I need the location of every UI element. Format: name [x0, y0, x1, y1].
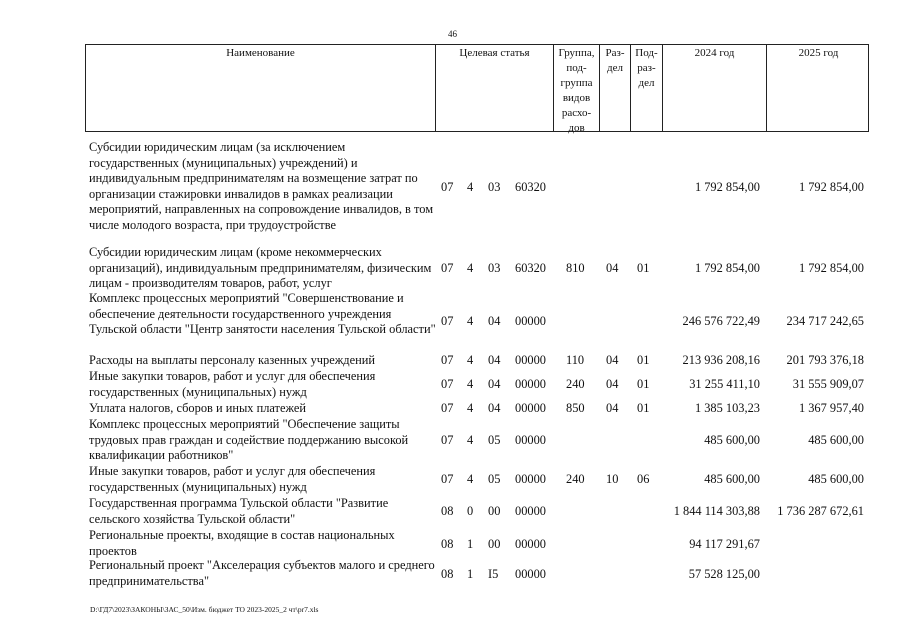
table-row	[0, 291, 905, 353]
cell-c2: 4	[467, 353, 474, 367]
cell-y2024: 1 385 103,23	[694, 401, 760, 415]
row-name: Комплекс процессных мероприятий "Совершенствование и обеспечение деятельности государственного учреждения Тульской области "Центр занятости населения Тульской области"	[89, 291, 436, 336]
cell-c1: 08	[441, 537, 454, 551]
cell-c1: 08	[441, 504, 454, 518]
cell-c2: 1	[467, 537, 474, 551]
cell-y2025: 201 793 376,18	[786, 353, 864, 367]
cell-section: 04	[606, 261, 619, 275]
cell-y2024: 1 792 854,00	[694, 180, 760, 194]
cell-c2: 4	[467, 314, 474, 328]
cell-y2024: 31 255 411,10	[689, 377, 760, 391]
cell-y2024: 213 936 208,16	[682, 353, 760, 367]
cell-group: 240	[566, 472, 585, 486]
row-name: Региональный проект "Акселерация субъектов малого и среднего предпринимательства"	[89, 558, 435, 588]
cell-c3: 05	[488, 472, 501, 486]
table-header	[85, 44, 869, 132]
cell-c3: 05	[488, 433, 501, 447]
row-name: Комплекс процессных мероприятий "Обеспечение защиты трудовых прав граждан и содействие поддержанию высокой квалификации работников"	[89, 417, 409, 462]
cell-c1: 07	[441, 261, 454, 275]
row-name: Субсидии юридическим лицам (кроме некоммерческих организаций), индивидуальным предпринимателям, физическим лицам - производителям товаров, работ, услуг	[89, 245, 432, 290]
row-name: Расходы на выплаты персоналу казенных учреждений	[89, 353, 375, 367]
row-name: Региональные проекты, входящие в состав национальных проектов	[89, 528, 395, 558]
row-name: Иные закупки товаров, работ и услуг для обеспечения государственных (муниципальных) нужд	[89, 464, 376, 494]
cell-y2024: 94 117 291,67	[689, 537, 760, 551]
cell-c4: 00000	[515, 567, 546, 581]
cell-c3: 04	[488, 353, 501, 367]
cell-y2025: 1 792 854,00	[798, 261, 864, 275]
table-row	[0, 369, 905, 401]
cell-c4: 60320	[515, 180, 546, 194]
cell-c1: 07	[441, 314, 454, 328]
cell-c3: 04	[488, 377, 501, 391]
cell-c3: 04	[488, 314, 501, 328]
cell-y2025: 234 717 242,65	[786, 314, 864, 328]
cell-y2025: 31 555 909,07	[792, 377, 864, 391]
table-row	[0, 464, 905, 496]
header-group: Группа, под- группа видов расхо- дов	[554, 45, 600, 131]
row-name: Государственная программа Тульской области "Развитие сельского хозяйства Тульской области"	[89, 496, 389, 526]
cell-c3: 00	[488, 504, 501, 518]
cell-y2025: 485 600,00	[808, 472, 864, 486]
cell-y2024: 57 528 125,00	[688, 567, 760, 581]
page-number: 46	[448, 29, 457, 39]
cell-c2: 0	[467, 504, 474, 518]
header-section: Раз- дел	[600, 45, 631, 131]
cell-c4: 00000	[515, 377, 546, 391]
cell-c2: 4	[467, 472, 474, 486]
cell-y2025: 1 367 957,40	[798, 401, 864, 415]
header-2025: 2025 год	[798, 47, 839, 59]
table-row	[0, 140, 905, 233]
table-row	[0, 528, 905, 560]
cell-y2024: 485 600,00	[704, 433, 760, 447]
header-subsection: Под- раз- дел	[631, 45, 663, 131]
cell-c4: 00000	[515, 353, 546, 367]
cell-group: 810	[566, 261, 585, 275]
cell-c2: 4	[467, 377, 474, 391]
row-name: Иные закупки товаров, работ и услуг для обеспечения государственных (муниципальных) нужд	[89, 369, 376, 399]
cell-group: 240	[566, 377, 585, 391]
cell-y2025: 1 736 287 672,61	[777, 504, 864, 518]
table-row	[0, 401, 905, 417]
cell-c3: 00	[488, 537, 501, 551]
cell-subsection: 06	[637, 472, 650, 486]
cell-subsection: 01	[637, 401, 650, 415]
cell-c2: 4	[467, 261, 474, 275]
table-row	[0, 558, 905, 590]
cell-y2024: 1 792 854,00	[694, 261, 760, 275]
cell-subsection: 01	[637, 353, 650, 367]
cell-c3: 03	[488, 261, 501, 275]
cell-c1: 07	[441, 433, 454, 447]
cell-c4: 00000	[515, 314, 546, 328]
file-path-footer: D:\ГД7\2023\ЗАКОНЫ\ЗАС_50\Изм. бюджет ТО 2023-2025_2 чт\pr7.xls	[90, 605, 319, 614]
cell-c4: 60320	[515, 261, 546, 275]
cell-c3: I5	[488, 567, 499, 581]
cell-y2024: 246 576 722,49	[682, 314, 760, 328]
cell-c1: 07	[441, 353, 454, 367]
cell-group: 850	[566, 401, 585, 415]
cell-c4: 00000	[515, 537, 546, 551]
cell-c2: 4	[467, 401, 474, 415]
cell-c1: 07	[441, 180, 454, 194]
cell-c2: 4	[467, 433, 474, 447]
cell-section: 04	[606, 377, 619, 391]
cell-y2025: 1 792 854,00	[798, 180, 864, 194]
cell-c3: 03	[488, 180, 501, 194]
cell-c3: 04	[488, 401, 501, 415]
table-row	[0, 496, 905, 528]
row-name: Субсидии юридическим лицам (за исключением государственных (муниципальных) учреждений) и индивидуальным предпринимателям на возмещение затрат по организации стажировки инвалидов в рамках реализации мероприятий, направленных на сопровождение инвалидов, в том числе молодого возраста, при трудоустройстве	[89, 140, 434, 232]
cell-section: 10	[606, 472, 619, 486]
cell-section: 04	[606, 353, 619, 367]
cell-c1: 08	[441, 567, 454, 581]
cell-c1: 07	[441, 472, 454, 486]
cell-subsection: 01	[637, 261, 650, 275]
cell-c4: 00000	[515, 433, 546, 447]
cell-subsection: 01	[637, 377, 650, 391]
cell-section: 04	[606, 401, 619, 415]
cell-c2: 1	[467, 567, 474, 581]
cell-y2024: 485 600,00	[704, 472, 760, 486]
cell-c4: 00000	[515, 401, 546, 415]
row-name: Уплата налогов, сборов и иных платежей	[89, 401, 307, 415]
header-2024: 2024 год	[663, 45, 767, 131]
cell-c1: 07	[441, 377, 454, 391]
cell-group: 110	[566, 353, 585, 367]
cell-y2024: 1 844 114 303,88	[673, 504, 760, 518]
cell-c2: 4	[467, 180, 474, 194]
cell-c4: 00000	[515, 504, 546, 518]
table-row	[0, 245, 905, 292]
table-row	[0, 353, 905, 369]
cell-c4: 00000	[515, 472, 546, 486]
header-target: Целевая статья	[436, 45, 554, 131]
header-name: Наименование	[86, 45, 436, 131]
cell-y2025: 485 600,00	[808, 433, 864, 447]
cell-c1: 07	[441, 401, 454, 415]
table-row	[0, 417, 905, 464]
